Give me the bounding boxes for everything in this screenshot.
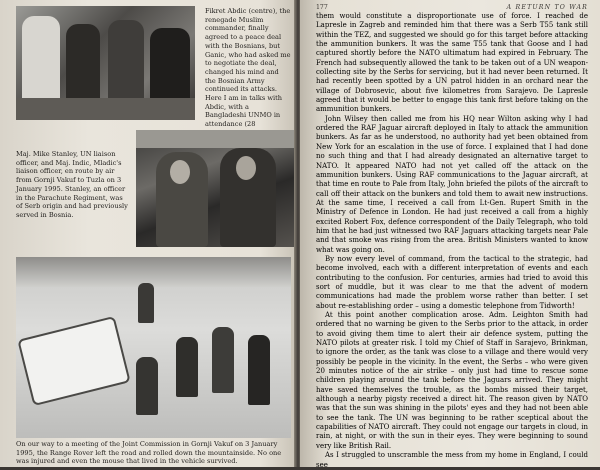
- photo-table: [16, 98, 195, 120]
- paragraph: As I struggled to unscramble the mess from my home in England, I could see: [316, 451, 588, 469]
- caption-stanley: Maj. Mike Stanley, UN liaison officer, and Maj. Indic, Mladic's liaison officer, en route by air from Gornji Vakuf to Tuzla on 3 January 1995. Stanley, an officer in the Parachute Regiment, was of Serb origin and had previously served in Bosnia.: [16, 150, 128, 219]
- body-text: [316, 12, 588, 470]
- photo-treeline: [16, 257, 291, 287]
- photo-soldier: [138, 283, 154, 323]
- photo-soldier: [176, 337, 198, 397]
- photo-helicopter-officers: [136, 130, 295, 247]
- running-head: A RETURN TO WAR: [506, 4, 588, 11]
- paragraph: By now every level of command, from the tactical to the strategic, had become involved, each with a different interpretation of events and each contributing to the confusion. For centuries, armies had tried to avoid this sort of muddle, but it was clear to me that the advent of modern communications had made the problem worse rather than better. I set about re-establishing order – using a domestic telephone from Tidworth!: [316, 254, 588, 310]
- page-number: 177: [316, 4, 328, 11]
- photo-face: [236, 156, 256, 180]
- photo-soldier: [136, 357, 158, 415]
- caption-abdic: Fikret Abdic (centre), the renegade Muslim commander, finally agreed to a peace deal with the Bosnians, but Ganic, who had asked me to negotiate the deal, changed his mind and the Bosnian Army continued its attacks. Here I am in talks with Abdic, with a Bangladeshi UNMO in attendance (28: [205, 7, 291, 129]
- photo-face: [170, 160, 190, 184]
- paragraph: John Wilsey then called me from his HQ near Wilton asking why I had ordered the RAF Jaguar aircraft deployed in Italy to attack the ammunition bunkers. As far as he understood, no authority had yet been obtained from New York for an escalation in the use of force. I explained that I had done no such thing and that I had already designated an alternative target to NATO. It appeared NATO had not yet called off the attack on the ammunition bunkers. Using RAF communications to the Jaguar aircraft, at that time en route to Pale from Italy, John briefed the pilots of the aircraft to call off their attack on the bunkers and told them to await new instructions. At the same time, I received a call from Lt-Gen. Rupert Smith in the Ministry of Defence in London. He had just received a call from a highly excited Robert Fox, defence correspondent of the Daily Telegraph, who told him that he had just witnessed two RAF Jaguars attacking targets near Pale and that smoke was rising from the area. British Ministers wanted to know what was going on.: [316, 114, 588, 254]
- caption-range-rover: On our way to a meeting of the Joint Commission in Gornji Vakuf on 3 January 1995, the Range Rover left the road and rolled down the mountainside. No one was injured and even the mouse that lived in the vehicle survived.: [16, 440, 282, 466]
- photo-soldier: [248, 335, 270, 405]
- paragraph: At this point another complication arose. Adm. Leighton Smith had ordered that no warning be given to the Serbs prior to the attack, in order to avoid giving them time to alert their air defence system, putting the NATO pilots at greater risk. I told my Chief of Staff in Sarajevo, Brinkman, to ignore the order, as the tank was close to a village and there would very possibly be people in the vicinity. In the event, the Serbs – who were given 20 minutes notice of the air strike – only just had time to rescue some children playing around the tank before the Jaguars arrived. They might have saved themselves the trouble, as the bombs missed their target, although a nearby pigsty received a direct hit. The reason given by NATO was that the sun was shining in the pilots' eyes and they had not been able to see the tank. The UN was beginning to be rather sceptical about the capabilities of NATO aircraft. They could not engage our targets in cloud, in rain, at night, or with the sun in their eyes. They were beginning to sound very like British Rail.: [316, 311, 588, 450]
- photo-abdic-talks: [16, 6, 195, 120]
- photo-range-rover-crash: [16, 257, 291, 438]
- photo-vehicle: [17, 316, 130, 406]
- photo-window: [136, 130, 295, 148]
- paragraph: them would constitute a disproportionate use of force. I reached de Lapresle in Zagreb and reminded him that there was a Serb T55 tank still within the TEZ, and suggested we should go for this target before attacking the ammunition bunkers. It was the same T55 tank that Goose and I had captured shortly before the NATO ultimatum had expired in February. The French had subsequently allowed the tank to be taken out of a UN weapon-collecting site by the Serbs for servicing, but it had never been returned. It had recently been spotted by a UN patrol hidden in an orchard near the village of Dobrosevic, about five kilometres from Sarajevo. De Lapresle agreed that it would be better to engage this tank first before taking on the ammunition bunkers.: [316, 12, 588, 114]
- left-page: [0, 0, 296, 467]
- photo-soldier: [212, 327, 234, 393]
